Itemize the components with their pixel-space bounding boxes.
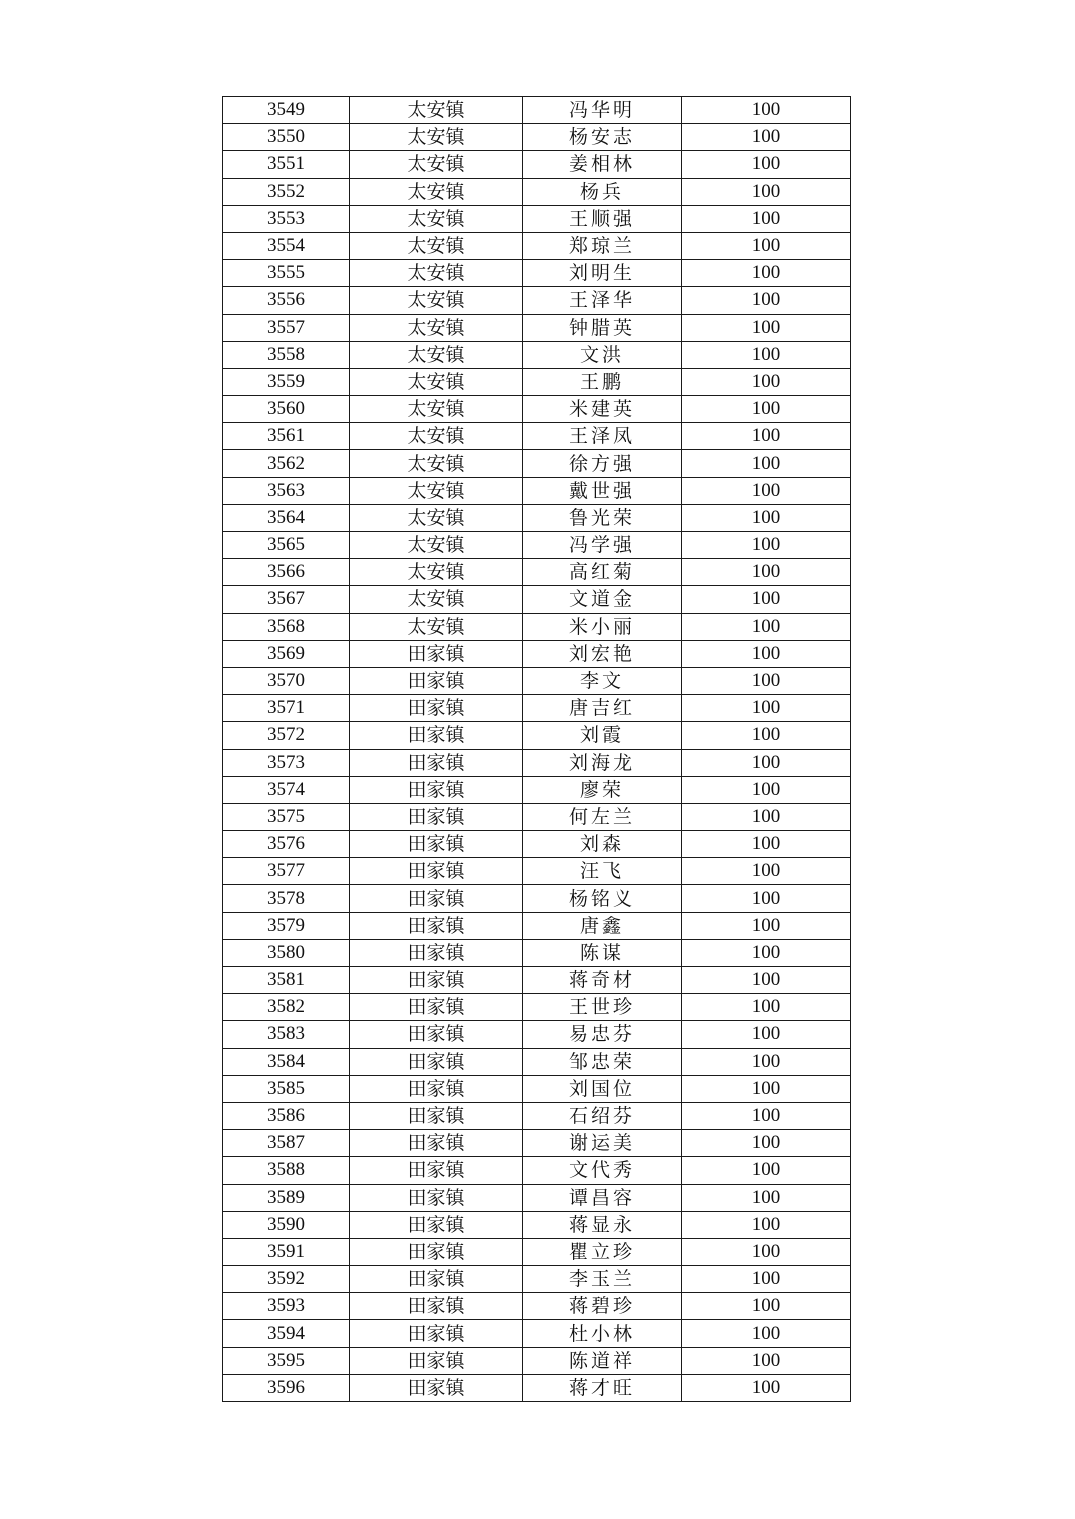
cell-amount: 100: [682, 640, 851, 667]
cell-town: 田家镇: [350, 1048, 523, 1075]
cell-person-name: 王鹏: [523, 368, 682, 395]
cell-person-name: 杜小林: [523, 1320, 682, 1347]
cell-town: 太安镇: [350, 613, 523, 640]
cell-person-name: 陈道祥: [523, 1347, 682, 1374]
cell-amount: 100: [682, 341, 851, 368]
cell-person-name: 高红菊: [523, 559, 682, 586]
table-row: [223, 477, 851, 504]
cell-serial-number: 3574: [223, 776, 350, 803]
cell-person-name: 易忠芬: [523, 1021, 682, 1048]
cell-amount: 100: [682, 1374, 851, 1401]
cell-person-name: 瞿立珍: [523, 1238, 682, 1265]
cell-person-name: 邹忠荣: [523, 1048, 682, 1075]
table-row: [223, 450, 851, 477]
cell-serial-number: 3588: [223, 1157, 350, 1184]
cell-amount: 100: [682, 287, 851, 314]
cell-town: 田家镇: [350, 994, 523, 1021]
cell-person-name: 刘霞: [523, 722, 682, 749]
cell-person-name: 杨铭义: [523, 885, 682, 912]
cell-town: 田家镇: [350, 722, 523, 749]
table-row: [223, 368, 851, 395]
cell-amount: 100: [682, 885, 851, 912]
cell-serial-number: 3565: [223, 532, 350, 559]
cell-amount: 100: [682, 967, 851, 994]
cell-town: 田家镇: [350, 1184, 523, 1211]
cell-amount: 100: [682, 1347, 851, 1374]
table-row: [223, 97, 851, 124]
table-row: [223, 232, 851, 259]
table-row: [223, 1075, 851, 1102]
cell-town: 太安镇: [350, 124, 523, 151]
cell-amount: 100: [682, 260, 851, 287]
cell-town: 太安镇: [350, 97, 523, 124]
cell-town: 田家镇: [350, 803, 523, 830]
cell-amount: 100: [682, 97, 851, 124]
cell-person-name: 徐方强: [523, 450, 682, 477]
cell-person-name: 王世珍: [523, 994, 682, 1021]
cell-town: 田家镇: [350, 776, 523, 803]
cell-serial-number: 3560: [223, 396, 350, 423]
cell-town: 田家镇: [350, 831, 523, 858]
table-row: [223, 1102, 851, 1129]
table-row: [223, 722, 851, 749]
cell-serial-number: 3577: [223, 858, 350, 885]
table-row: [223, 260, 851, 287]
cell-amount: 100: [682, 1130, 851, 1157]
cell-serial-number: 3567: [223, 586, 350, 613]
cell-serial-number: 3553: [223, 205, 350, 232]
cell-amount: 100: [682, 912, 851, 939]
cell-amount: 100: [682, 368, 851, 395]
table-row: [223, 532, 851, 559]
cell-amount: 100: [682, 423, 851, 450]
cell-serial-number: 3589: [223, 1184, 350, 1211]
cell-person-name: 姜相林: [523, 151, 682, 178]
cell-serial-number: 3582: [223, 994, 350, 1021]
cell-town: 太安镇: [350, 450, 523, 477]
cell-person-name: 文洪: [523, 341, 682, 368]
table-row: [223, 124, 851, 151]
cell-town: 田家镇: [350, 695, 523, 722]
cell-town: 太安镇: [350, 232, 523, 259]
cell-town: 太安镇: [350, 151, 523, 178]
table-row: [223, 831, 851, 858]
cell-town: 田家镇: [350, 912, 523, 939]
cell-person-name: 蒋显永: [523, 1211, 682, 1238]
cell-town: 田家镇: [350, 1320, 523, 1347]
cell-amount: 100: [682, 314, 851, 341]
cell-serial-number: 3570: [223, 667, 350, 694]
cell-serial-number: 3594: [223, 1320, 350, 1347]
cell-town: 田家镇: [350, 667, 523, 694]
cell-amount: 100: [682, 1320, 851, 1347]
cell-amount: 100: [682, 803, 851, 830]
cell-person-name: 钟腊英: [523, 314, 682, 341]
cell-town: 太安镇: [350, 477, 523, 504]
cell-town: 太安镇: [350, 504, 523, 531]
cell-amount: 100: [682, 450, 851, 477]
cell-serial-number: 3578: [223, 885, 350, 912]
table-row: [223, 858, 851, 885]
cell-person-name: 文道金: [523, 586, 682, 613]
cell-amount: 100: [682, 1184, 851, 1211]
cell-town: 田家镇: [350, 1293, 523, 1320]
cell-person-name: 王顺强: [523, 205, 682, 232]
cell-serial-number: 3585: [223, 1075, 350, 1102]
cell-serial-number: 3561: [223, 423, 350, 450]
table-row: [223, 314, 851, 341]
cell-person-name: 唐吉红: [523, 695, 682, 722]
cell-person-name: 米建英: [523, 396, 682, 423]
cell-town: 田家镇: [350, 967, 523, 994]
table-row: [223, 967, 851, 994]
cell-person-name: 郑琼兰: [523, 232, 682, 259]
table-row: [223, 1320, 851, 1347]
cell-town: 太安镇: [350, 423, 523, 450]
table-row: [223, 504, 851, 531]
cell-person-name: 李玉兰: [523, 1266, 682, 1293]
cell-serial-number: 3558: [223, 341, 350, 368]
table-row: [223, 695, 851, 722]
cell-amount: 100: [682, 504, 851, 531]
cell-serial-number: 3576: [223, 831, 350, 858]
cell-amount: 100: [682, 124, 851, 151]
cell-amount: 100: [682, 1102, 851, 1129]
cell-person-name: 石绍芬: [523, 1102, 682, 1129]
table-row: [223, 1266, 851, 1293]
cell-serial-number: 3575: [223, 803, 350, 830]
cell-person-name: 刘森: [523, 831, 682, 858]
table-row: [223, 287, 851, 314]
cell-town: 太安镇: [350, 178, 523, 205]
cell-amount: 100: [682, 396, 851, 423]
table-row: [223, 341, 851, 368]
cell-town: 太安镇: [350, 532, 523, 559]
cell-amount: 100: [682, 831, 851, 858]
cell-serial-number: 3559: [223, 368, 350, 395]
cell-person-name: 刘明生: [523, 260, 682, 287]
cell-serial-number: 3571: [223, 695, 350, 722]
cell-person-name: 谭昌容: [523, 1184, 682, 1211]
cell-serial-number: 3569: [223, 640, 350, 667]
cell-amount: 100: [682, 613, 851, 640]
cell-amount: 100: [682, 178, 851, 205]
cell-amount: 100: [682, 477, 851, 504]
cell-town: 太安镇: [350, 205, 523, 232]
cell-town: 田家镇: [350, 1130, 523, 1157]
table-row: [223, 1293, 851, 1320]
table-row: [223, 776, 851, 803]
cell-town: 田家镇: [350, 885, 523, 912]
cell-amount: 100: [682, 1238, 851, 1265]
table-row: [223, 912, 851, 939]
cell-town: 太安镇: [350, 260, 523, 287]
table-row: [223, 803, 851, 830]
cell-person-name: 刘海龙: [523, 749, 682, 776]
cell-town: 太安镇: [350, 368, 523, 395]
table-row: [223, 1021, 851, 1048]
cell-town: 田家镇: [350, 1266, 523, 1293]
cell-serial-number: 3587: [223, 1130, 350, 1157]
cell-serial-number: 3549: [223, 97, 350, 124]
cell-town: 田家镇: [350, 1374, 523, 1401]
table-body: [223, 97, 851, 1402]
cell-amount: 100: [682, 722, 851, 749]
cell-amount: 100: [682, 667, 851, 694]
cell-amount: 100: [682, 776, 851, 803]
table-row: [223, 1157, 851, 1184]
cell-serial-number: 3583: [223, 1021, 350, 1048]
table-row: [223, 423, 851, 450]
cell-town: 田家镇: [350, 858, 523, 885]
table-row: [223, 885, 851, 912]
table-row: [223, 640, 851, 667]
cell-person-name: 李文: [523, 667, 682, 694]
cell-town: 田家镇: [350, 939, 523, 966]
cell-person-name: 蒋碧珍: [523, 1293, 682, 1320]
table-row: [223, 749, 851, 776]
cell-amount: 100: [682, 1293, 851, 1320]
cell-town: 田家镇: [350, 1238, 523, 1265]
cell-serial-number: 3590: [223, 1211, 350, 1238]
cell-amount: 100: [682, 151, 851, 178]
cell-town: 太安镇: [350, 586, 523, 613]
cell-serial-number: 3551: [223, 151, 350, 178]
cell-person-name: 杨安志: [523, 124, 682, 151]
table-row: [223, 396, 851, 423]
cell-person-name: 汪飞: [523, 858, 682, 885]
cell-person-name: 蒋奇材: [523, 967, 682, 994]
cell-person-name: 刘国位: [523, 1075, 682, 1102]
cell-town: 太安镇: [350, 396, 523, 423]
cell-amount: 100: [682, 994, 851, 1021]
cell-town: 田家镇: [350, 749, 523, 776]
cell-person-name: 陈谋: [523, 939, 682, 966]
cell-serial-number: 3554: [223, 232, 350, 259]
cell-amount: 100: [682, 559, 851, 586]
cell-amount: 100: [682, 1021, 851, 1048]
subsidy-table: [222, 96, 851, 1402]
cell-amount: 100: [682, 1266, 851, 1293]
table-row: [223, 1130, 851, 1157]
cell-serial-number: 3580: [223, 939, 350, 966]
cell-person-name: 刘宏艳: [523, 640, 682, 667]
cell-person-name: 廖荣: [523, 776, 682, 803]
cell-town: 太安镇: [350, 287, 523, 314]
cell-town: 田家镇: [350, 1102, 523, 1129]
cell-town: 田家镇: [350, 1075, 523, 1102]
table-row: [223, 994, 851, 1021]
cell-serial-number: 3579: [223, 912, 350, 939]
cell-serial-number: 3592: [223, 1266, 350, 1293]
cell-person-name: 谢运美: [523, 1130, 682, 1157]
cell-serial-number: 3563: [223, 477, 350, 504]
table-row: [223, 1211, 851, 1238]
cell-amount: 100: [682, 858, 851, 885]
cell-amount: 100: [682, 205, 851, 232]
cell-serial-number: 3552: [223, 178, 350, 205]
cell-town: 田家镇: [350, 1347, 523, 1374]
table-row: [223, 586, 851, 613]
cell-person-name: 冯华明: [523, 97, 682, 124]
cell-amount: 100: [682, 586, 851, 613]
cell-serial-number: 3562: [223, 450, 350, 477]
table-row: [223, 559, 851, 586]
cell-town: 太安镇: [350, 341, 523, 368]
cell-serial-number: 3550: [223, 124, 350, 151]
cell-town: 太安镇: [350, 314, 523, 341]
cell-town: 太安镇: [350, 559, 523, 586]
cell-serial-number: 3572: [223, 722, 350, 749]
cell-amount: 100: [682, 1048, 851, 1075]
cell-serial-number: 3596: [223, 1374, 350, 1401]
table-row: [223, 1238, 851, 1265]
cell-town: 田家镇: [350, 1211, 523, 1238]
table-row: [223, 939, 851, 966]
cell-person-name: 王泽华: [523, 287, 682, 314]
cell-serial-number: 3557: [223, 314, 350, 341]
cell-serial-number: 3573: [223, 749, 350, 776]
table-row: [223, 667, 851, 694]
cell-person-name: 鲁光荣: [523, 504, 682, 531]
cell-town: 田家镇: [350, 640, 523, 667]
table-row: [223, 178, 851, 205]
cell-amount: 100: [682, 1211, 851, 1238]
cell-serial-number: 3555: [223, 260, 350, 287]
cell-amount: 100: [682, 532, 851, 559]
cell-person-name: 戴世强: [523, 477, 682, 504]
cell-amount: 100: [682, 749, 851, 776]
cell-town: 田家镇: [350, 1021, 523, 1048]
table-row: [223, 1048, 851, 1075]
cell-serial-number: 3568: [223, 613, 350, 640]
table-row: [223, 613, 851, 640]
cell-serial-number: 3591: [223, 1238, 350, 1265]
cell-serial-number: 3595: [223, 1347, 350, 1374]
cell-serial-number: 3581: [223, 967, 350, 994]
cell-person-name: 何左兰: [523, 803, 682, 830]
table-row: [223, 1347, 851, 1374]
cell-serial-number: 3584: [223, 1048, 350, 1075]
cell-amount: 100: [682, 695, 851, 722]
cell-person-name: 王泽凤: [523, 423, 682, 450]
table-row: [223, 1374, 851, 1401]
cell-person-name: 冯学强: [523, 532, 682, 559]
cell-amount: 100: [682, 232, 851, 259]
cell-serial-number: 3586: [223, 1102, 350, 1129]
cell-serial-number: 3593: [223, 1293, 350, 1320]
cell-serial-number: 3564: [223, 504, 350, 531]
table-row: [223, 205, 851, 232]
table-row: [223, 151, 851, 178]
cell-town: 田家镇: [350, 1157, 523, 1184]
cell-amount: 100: [682, 1075, 851, 1102]
cell-serial-number: 3566: [223, 559, 350, 586]
cell-amount: 100: [682, 1157, 851, 1184]
cell-amount: 100: [682, 939, 851, 966]
cell-person-name: 文代秀: [523, 1157, 682, 1184]
cell-person-name: 唐鑫: [523, 912, 682, 939]
cell-person-name: 米小丽: [523, 613, 682, 640]
cell-serial-number: 3556: [223, 287, 350, 314]
table-row: [223, 1184, 851, 1211]
cell-person-name: 杨兵: [523, 178, 682, 205]
cell-person-name: 蒋才旺: [523, 1374, 682, 1401]
